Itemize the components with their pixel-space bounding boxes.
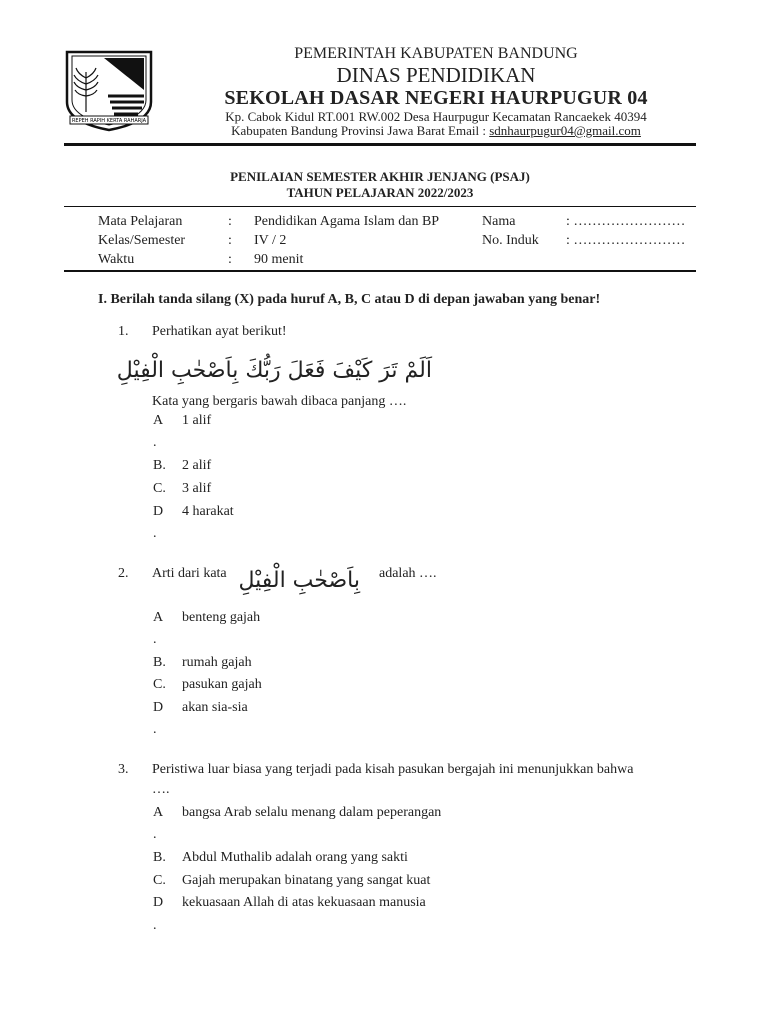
question-text-after: adalah …. <box>379 566 437 581</box>
question-text: Arti dari kata <box>152 566 227 581</box>
option-text[interactable]: 4 harakat <box>182 504 234 519</box>
class-value: IV / 2 <box>254 233 287 248</box>
option-letter[interactable]: B. <box>153 458 166 473</box>
option-text[interactable]: 2 alif <box>182 458 212 473</box>
time-colon: : <box>228 252 232 267</box>
school-address: Kp. Cabok Kidul RT.001 RW.002 Desa Haurpugur Kecamatan Rancaekek 40394 <box>225 109 647 124</box>
student-id-field[interactable]: : …………………… <box>566 233 686 248</box>
option-letter[interactable]: B. <box>153 850 166 865</box>
logo-motto: REPEH RAPIH KERTA RAHARJA <box>71 118 147 124</box>
class-label: Kelas/Semester <box>98 233 186 248</box>
option-letter[interactable]: C. <box>153 677 166 692</box>
option-letter[interactable]: D <box>153 700 164 715</box>
subject-colon: : <box>228 214 232 229</box>
option-text[interactable]: 3 alif <box>182 481 212 496</box>
school-address-email-line <box>170 123 702 139</box>
option-letter[interactable]: C. <box>153 873 166 888</box>
option-letter-dot: . <box>153 526 157 541</box>
option-letter[interactable]: D <box>153 504 164 519</box>
question-number: 3. <box>118 762 129 777</box>
name-label: Nama <box>482 214 516 229</box>
subject-label: Mata Pelajaran <box>98 214 183 229</box>
arabic-phrase: بِاَصْحٰبِ الْفِيْلِ <box>238 568 360 593</box>
school-email-link[interactable]: sdnhaurpugur04@gmail.com <box>489 123 641 138</box>
option-letter[interactable]: A <box>153 413 164 428</box>
option-letter[interactable]: D <box>153 895 164 910</box>
class-colon: : <box>228 233 232 248</box>
info-top-divider <box>64 206 696 207</box>
option-letter[interactable]: A <box>153 610 164 625</box>
time-label: Waktu <box>98 252 135 267</box>
option-letter-dot: . <box>153 632 157 647</box>
option-text[interactable]: bangsa Arab selalu menang dalam peperangan <box>182 805 442 820</box>
question-text-continued: …. <box>152 782 170 797</box>
exam-title: PENILAIAN SEMESTER AKHIR JENJANG (PSAJ) <box>230 169 530 184</box>
option-letter-dot: . <box>153 435 157 450</box>
option-text[interactable]: akan sia-sia <box>182 700 248 715</box>
question-subtext: Kata yang bergaris bawah dibaca panjang …. <box>152 394 407 409</box>
question-number: 2. <box>118 566 129 581</box>
option-letter-dot: . <box>153 722 157 737</box>
option-text[interactable]: kekuasaan Allah di atas kekuasaan manusia <box>182 895 426 910</box>
info-bottom-divider <box>64 270 696 272</box>
name-field[interactable]: : …………………… <box>566 214 686 229</box>
option-letter-dot: . <box>153 827 157 842</box>
section-instruction: I. Berilah tanda silang (X) pada huruf A, B, C atau D di depan jawaban yang benar! <box>98 292 601 307</box>
option-text[interactable]: 1 alif <box>182 413 212 428</box>
address-prefix: Kabupaten Bandung Provinsi Jawa Barat Email : <box>231 123 490 138</box>
question-number: 1. <box>118 324 129 339</box>
option-text[interactable]: rumah gajah <box>182 655 252 670</box>
department-name: DINAS PENDIDIKAN <box>336 63 536 87</box>
question-text: Peristiwa luar biasa yang terjadi pada kisah pasukan bergajah ini menunjukkan bahwa <box>152 762 634 777</box>
student-id-label: No. Induk <box>482 233 539 248</box>
letterhead-divider <box>64 143 696 146</box>
option-text[interactable]: pasukan gajah <box>182 677 262 692</box>
option-text[interactable]: Gajah merupakan binatang yang sangat kuat <box>182 873 431 888</box>
question-text: Perhatikan ayat berikut! <box>152 324 287 339</box>
exam-year: TAHUN PELAJARAN 2022/2023 <box>286 185 474 200</box>
school-name: SEKOLAH DASAR NEGERI HAURPUGUR 04 <box>224 87 648 109</box>
arabic-verse: اَلَمْ تَرَ كَيْفَ فَعَلَ رَبُّكَ بِاَصْحٰبِ الْفِيْلِ <box>116 358 432 383</box>
option-letter[interactable]: C. <box>153 481 166 496</box>
option-text[interactable]: Abdul Muthalib adalah orang yang sakti <box>182 850 408 865</box>
subject-value: Pendidikan Agama Islam dan BP <box>254 214 440 229</box>
option-text[interactable]: benteng gajah <box>182 610 261 625</box>
option-letter-dot: . <box>153 918 157 933</box>
government-name: PEMERINTAH KABUPATEN BANDUNG <box>294 45 578 62</box>
option-letter[interactable]: A <box>153 805 164 820</box>
time-value: 90 menit <box>254 252 304 267</box>
option-letter[interactable]: B. <box>153 655 166 670</box>
school-district-logo <box>64 50 154 132</box>
